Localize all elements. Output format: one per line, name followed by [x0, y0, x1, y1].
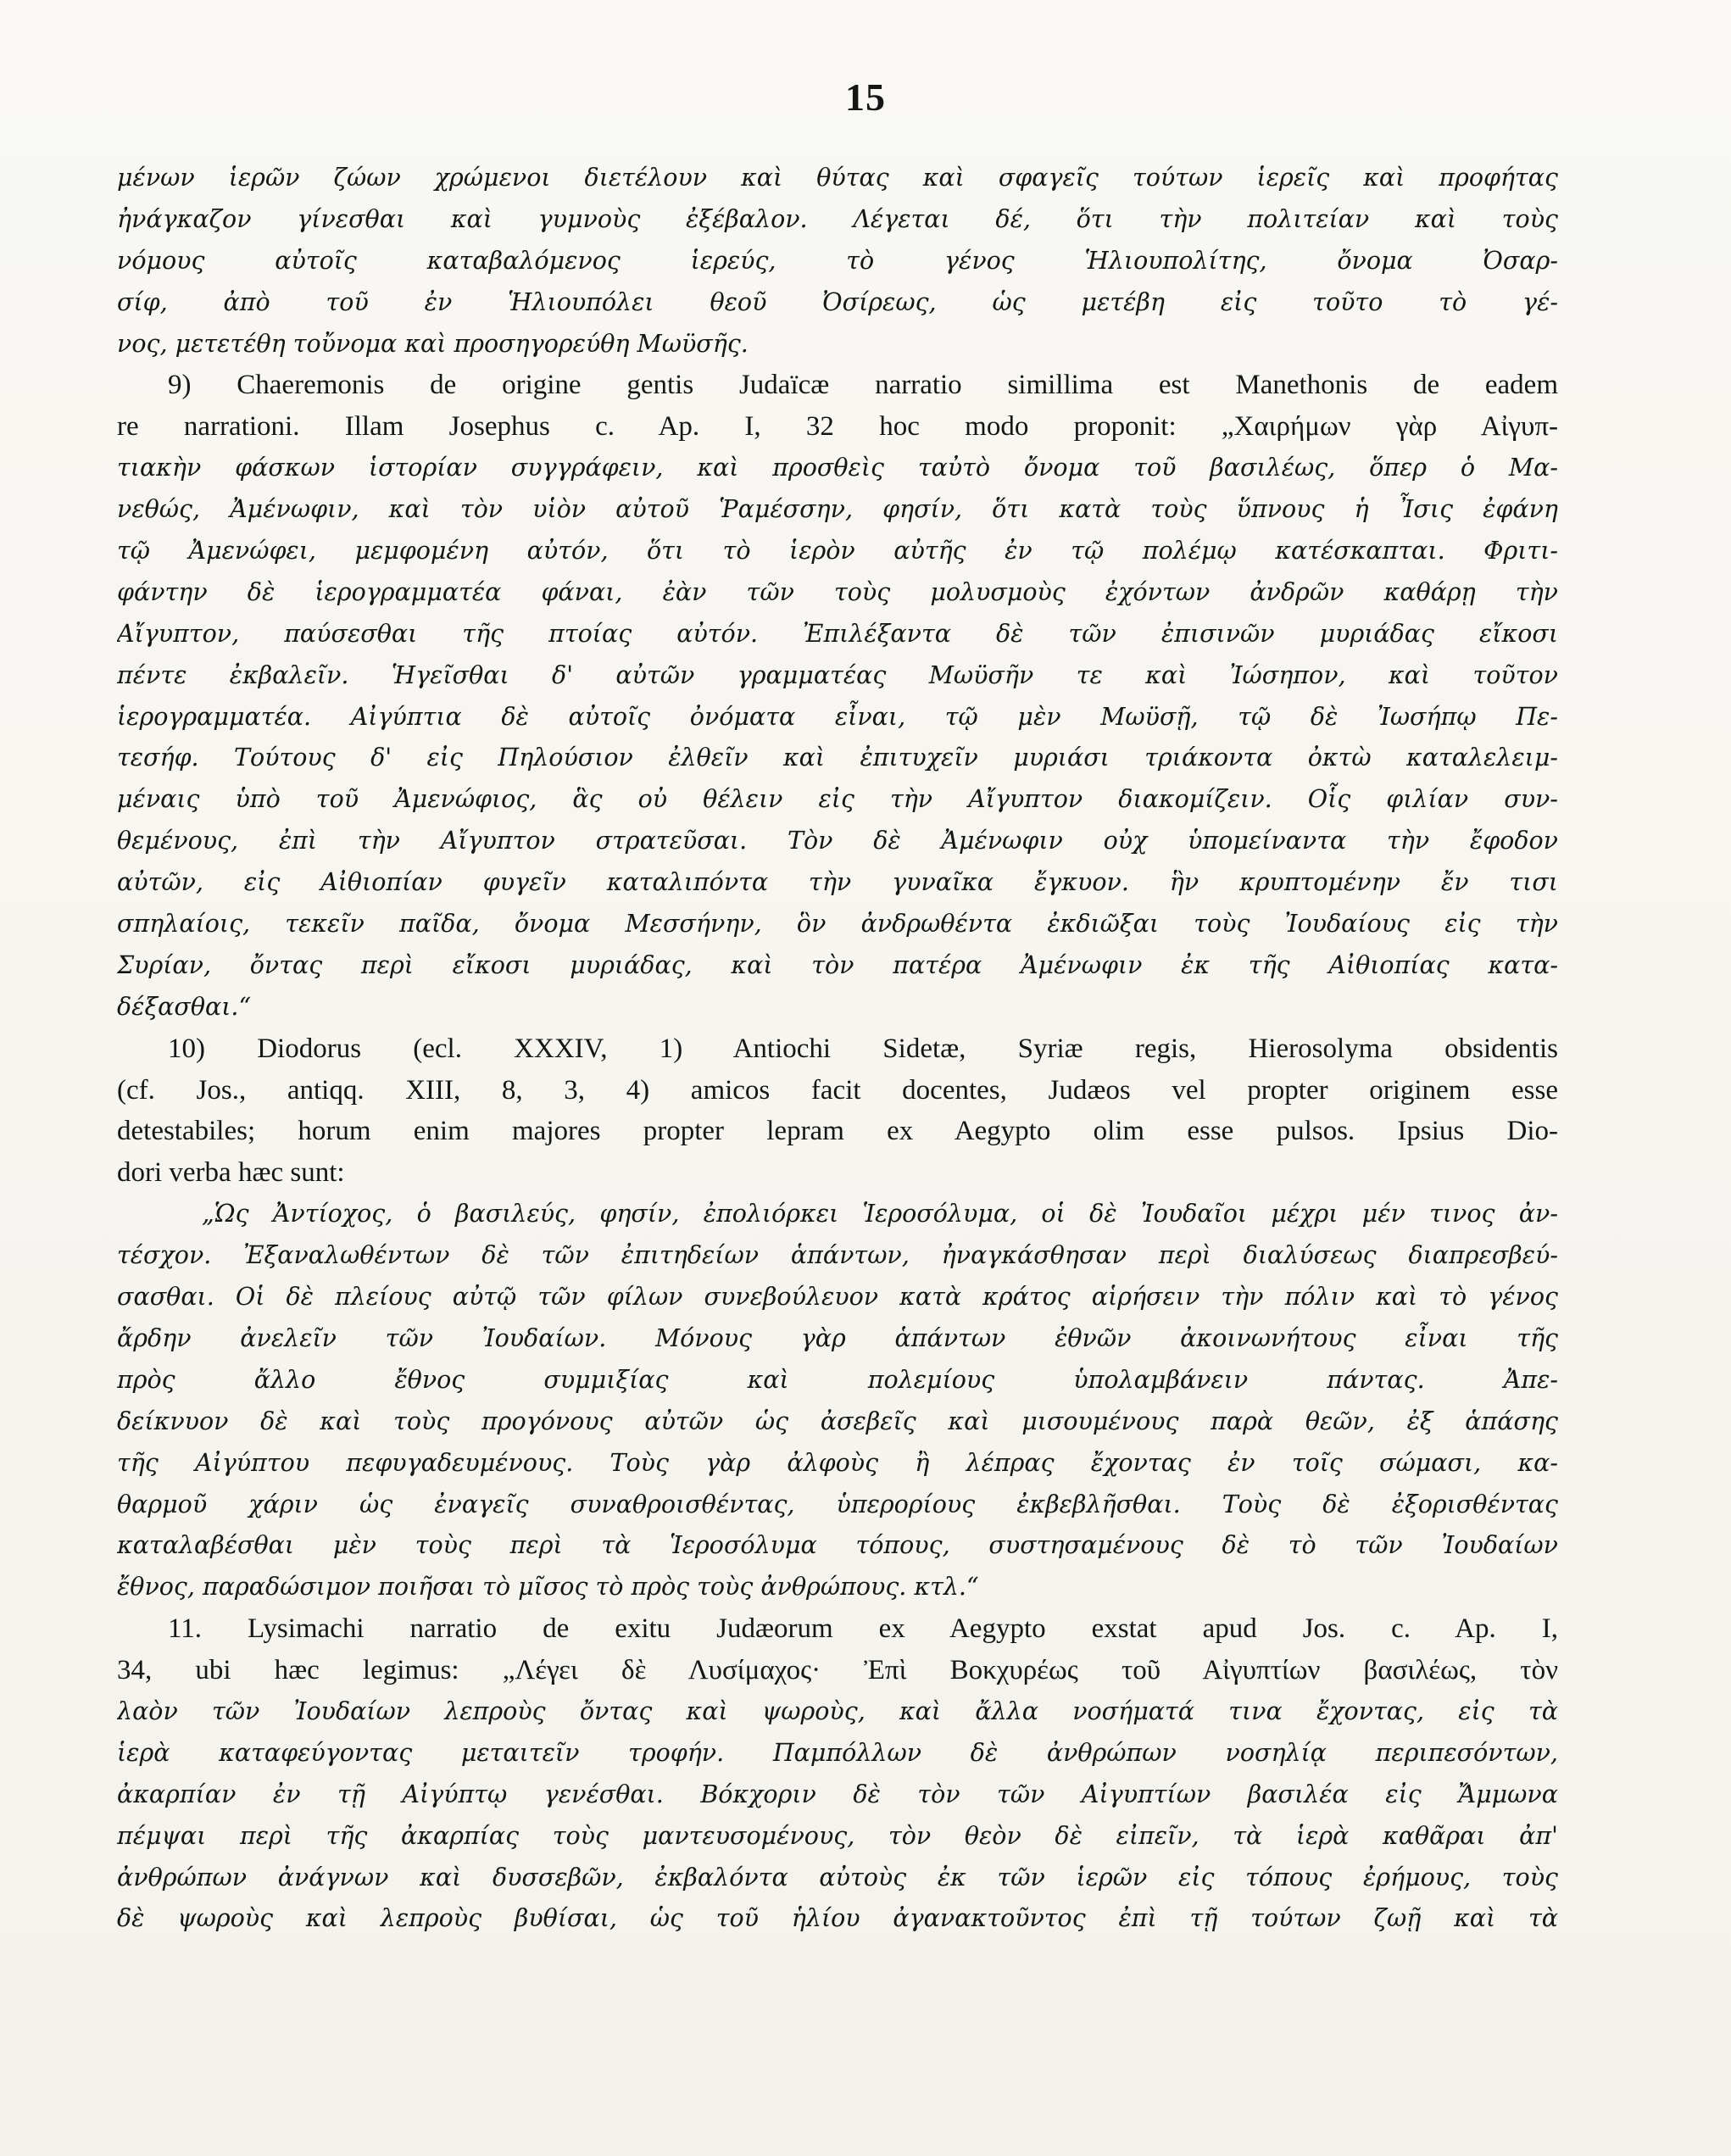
- text-line: ἔθνος, παραδώσιμον ποιῆσαι τὸ μῖσος τὸ πρὸς τοὺς ἀνθρώπους. κτλ.“: [117, 1573, 979, 1602]
- text-line: θαρμοῦ χάριν ὡς ἐναγεῖς συναθροισθέντας, ὑπερορίους ἐκβεβλῆσθαι. Τοὺς δὲ ἐξορισθέντας: [117, 1490, 1558, 1518]
- text-line: σίφ, ἀπὸ τοῦ ἐν Ἡλιουπόλει θεοῦ Ὀσίρεως, ὡς μετέβη εἰς τοῦτο τὸ γέ-: [117, 287, 1558, 316]
- text-line: ἀνθρώπων ἀνάγνων καὶ δυσσεβῶν, ἐκβαλόντα αὐτοὺς ἐκ τῶν ἱερῶν εἰς τόπους ἐρήμους, τοὺς: [117, 1863, 1558, 1891]
- text-line: αὐτῶν, εἰς Αἰθιοπίαν φυγεῖν καταλιπόντα τὴν γυναῖκα ἔγκυον. ἣν κρυπτομένην ἔν τισι: [117, 868, 1558, 897]
- text-line: 11. Lysimachi narratio de exitu Judæorum ex Aegypto exstat apud Jos. c. Ap. I,: [168, 1613, 1558, 1645]
- text-line: 9) Chaeremonis de origine gentis Judaïcæ narratio simillima est Manethonis de eadem: [168, 370, 1558, 401]
- text-line: νεθώς, Ἀμένωφιν, καὶ τὸν υἱὸν αὐτοῦ Ῥαμέσσην, φησίν, ὅτι κατὰ τοὺς ὕπνους ἡ Ἶσις ἐφάνη: [117, 495, 1558, 524]
- text-line: πρὸς ἄλλο ἔθνος συμμιξίας καὶ πολεμίους ὑπολαμβάνειν πάντας. Ἀπε-: [117, 1365, 1558, 1394]
- text-line: δὲ ψωροὺς καὶ λεπροὺς βυθίσαι, ὡς τοῦ ἡλίου ἀγανακτοῦντος ἐπὶ τῇ τούτων ζωῇ καὶ τὰ: [117, 1904, 1558, 1933]
- text-line: re narrationi. Illam Josephus c. Ap. I, 32 hoc modo proponit: „Χαιρήμων γὰρ Αἰγυπ-: [117, 411, 1558, 443]
- page-number: 15: [845, 75, 886, 119]
- text-line: τεσήφ. Τούτους δ' εἰς Πηλούσιον ἐλθεῖν καὶ ἐπιτυχεῖν μυριάσι τριάκοντα ὀκτὼ καταλελειμ-: [117, 744, 1558, 772]
- text-line: ἀκαρπίαν ἐν τῇ Αἰγύπτῳ γενέσθαι. Βόκχοριν δὲ τὸν τῶν Αἰγυπτίων βασιλέα εἰς Ἄμμωνα: [117, 1780, 1558, 1808]
- text-line: δείκνυον δὲ καὶ τοὺς προγόνους αὐτῶν ὡς ἀσεβεῖς καὶ μισουμένους παρὰ θεῶν, ἐξ ἁπάσης: [117, 1407, 1558, 1435]
- text-line: σασθαι. Οἱ δὲ πλείους αὐτῷ τῶν φίλων συνεβούλευον κατὰ κράτος αἱρήσειν τὴν πόλιν καὶ τὸ γένος: [117, 1283, 1558, 1312]
- text-line: νος, μετετέθη τοὔνομα καὶ προσηγορεύθη Μωϋσῆς.: [117, 329, 749, 358]
- text-line: μένων ἱερῶν ζώων χρώμενοι διετέλουν καὶ θύτας καὶ σφαγεῖς τούτων ἱερεῖς καὶ προφήτας: [117, 164, 1558, 192]
- text-line: 34, ubi hæc legimus: „Λέγει δὲ Λυσίμαχος· Ἐπὶ Βοκχυρέως τοῦ Αἰγυπτίων βασιλέως, τὸν: [117, 1655, 1558, 1686]
- text-line: ἄρδην ἀνελεῖν τῶν Ἰουδαίων. Μόνους γὰρ ἁπάντων ἐθνῶν ἀκοινωνήτους εἶναι τῆς: [117, 1323, 1558, 1352]
- text-line: detestabiles; horum enim majores propter lepram ex Aegypto olim esse pulsos. Ipsius Dio-: [117, 1116, 1558, 1147]
- text-line: τῷ Ἀμενώφει, μεμφομένη αὐτόν, ὅτι τὸ ἱερὸν αὐτῆς ἐν τῷ πολέμῳ κατέσκαπται. Φριτι-: [117, 537, 1558, 565]
- text-line: νόμους αὐτοῖς καταβαλόμενος ἱερεύς, τὸ γένος Ἡλιουπολίτης, ὄνομα Ὀσαρ-: [117, 246, 1558, 275]
- text-line: ἠνάγκαζον γίνεσθαι καὶ γυμνοὺς ἐξέβαλον. Λέγεται δέ, ὅτι τὴν πολιτείαν καὶ τοὺς: [117, 204, 1558, 233]
- text-line: (cf. Jos., antiqq. XIII, 8, 3, 4) amicos facit docentes, Judæos vel propter originem esse: [117, 1074, 1558, 1106]
- text-line: σπηλαίοις, τεκεῖν παῖδα, ὄνομα Μεσσήνην, ὃν ἀνδρωθέντα ἐκδιῶξαι τοὺς Ἰουδαίους εἰς τὴν: [117, 910, 1558, 939]
- text-line: πέντε ἐκβαλεῖν. Ἡγεῖσθαι δ' αὐτῶν γραμματέας Μωϋσῆν τε καὶ Ἰώσηπον, καὶ τοῦτον: [117, 660, 1558, 689]
- text-line: πέμψαι περὶ τῆς ἀκαρπίας τοὺς μαντευσομένους, τὸν θεὸν δὲ εἰπεῖν, τὰ ἱερὰ καθᾶραι ἀπ': [117, 1821, 1558, 1850]
- body-text: [117, 158, 1558, 1940]
- text-line: τέσχον. Ἐξαναλωθέντων δὲ τῶν ἐπιτηδείων ἁπάντων, ἠναγκάσθησαν περὶ διαλύσεως διαπρεσβεύ-: [117, 1241, 1558, 1270]
- text-line: φάντην δὲ ἱερογραμματέα φάναι, ἐὰν τῶν τοὺς μολυσμοὺς ἐχόντων ἀνδρῶν καθάρῃ τὴν: [117, 577, 1558, 606]
- text-line: καταλαβέσθαι μὲν τοὺς περὶ τὰ Ἱεροσόλυμα τόπους, συστησαμένους δὲ τὸ τῶν Ἰουδαίων: [117, 1531, 1558, 1560]
- text-line: dori verba hæc sunt:: [117, 1157, 345, 1189]
- text-line: τῆς Αἰγύπτου πεφυγαδευμένους. Τοὺς γὰρ ἀλφοὺς ἢ λέπρας ἔχοντας ἐν τοῖς σώμασι, κα-: [117, 1448, 1558, 1477]
- text-line: μέναις ὑπὸ τοῦ Ἀμενώφιος, ἃς οὐ θέλειν εἰς τὴν Αἴγυπτον διακομίζειν. Οἷς φιλίαν συν-: [117, 785, 1558, 814]
- text-line: 10) Diodorus (ecl. XXXIV, 1) Antiochi Sidetæ, Syriæ regis, Hierosolyma obsidentis: [168, 1033, 1558, 1064]
- text-line: λαὸν τῶν Ἰουδαίων λεπροὺς ὄντας καὶ ψωροὺς, καὶ ἄλλα νοσήματά τινα ἔχοντας, εἰς τὰ: [117, 1696, 1558, 1725]
- text-line: θεμένους, ἐπὶ τὴν Αἴγυπτον στρατεῦσαι. Τὸν δὲ Ἀμένωφιν οὐχ ὑπομείναντα τὴν ἔφοδον: [117, 827, 1558, 855]
- text-line: τιακὴν φάσκων ἱστορίαν συγγράφειν, καὶ προσθεὶς ταὐτὸ ὄνομα τοῦ βασιλέως, ὅπερ ὁ Μα-: [117, 454, 1558, 482]
- text-line: Αἴγυπτον, παύσεσθαι τῆς πτοίας αὐτόν. Ἐπιλέξαντα δὲ τῶν ἐπισινῶν μυριάδας εἴκοσι: [117, 619, 1558, 648]
- text-line: Συρίαν, ὄντας περὶ εἴκοσι μυριάδας, καὶ τὸν πατέρα Ἀμένωφιν ἐκ τῆς Αἰθιοπίας κατα-: [117, 950, 1558, 979]
- text-line: δέξασθαι.“: [117, 992, 252, 1021]
- text-line: ἱερογραμματέα. Αἰγύπτια δὲ αὐτοῖς ὀνόματα εἶναι, τῷ μὲν Μωϋσῇ, τῷ δὲ Ἰωσήπῳ Πε-: [117, 702, 1558, 731]
- text-line: „Ὡς Ἀντίοχος, ὁ βασιλεύς, φησίν, ἐπολιόρκει Ἱεροσόλυμα, οἱ δὲ Ἰουδαῖοι μέχρι μέν τινος ἀν-: [202, 1200, 1558, 1228]
- text-line: ἱερὰ καταφεύγοντας μεταιτεῖν τροφήν. Παμπόλλων δὲ ἀνθρώπων νοσηλίᾳ περιπεσόντων,: [117, 1738, 1558, 1767]
